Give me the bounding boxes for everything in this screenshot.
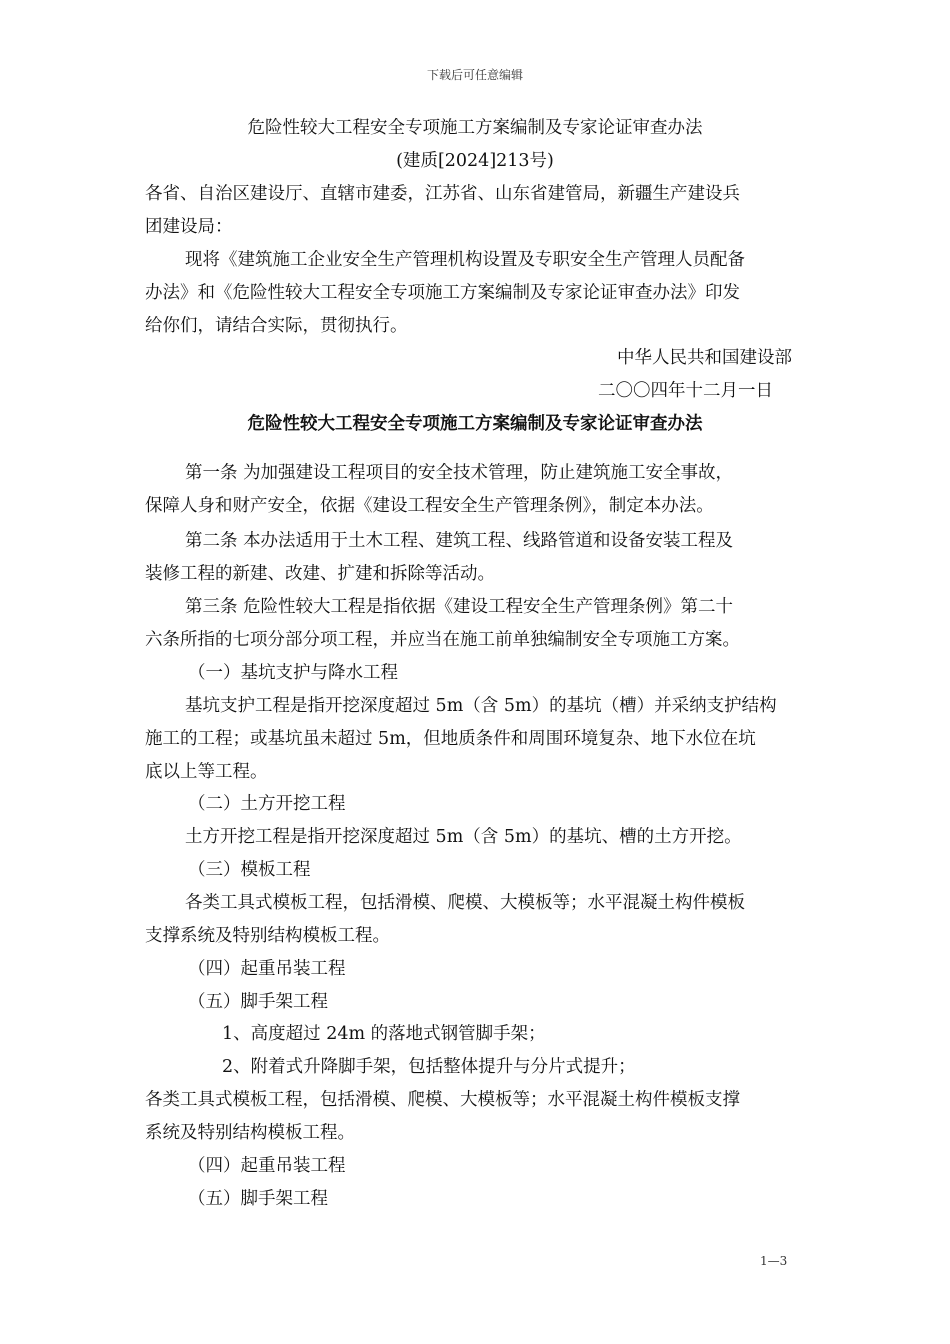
body-line: （一）基坑支护与降水工程: [188, 663, 398, 683]
addressee-line: 团建设局：: [145, 217, 233, 237]
body-line: 1、高度超过 24m 的落地式钢管脚手架；: [222, 1024, 546, 1044]
document-title: 危险性较大工程安全专项施工方案编制及专家论证审查办法: [247, 118, 703, 138]
body-line: 各类工具式模板工程，包括滑模、爬模、大模板等；水平混凝土构件模板: [185, 893, 745, 913]
body-line: 2、附着式升降脚手架，包括整体提升与分片式提升；: [222, 1057, 636, 1077]
body-line: 第一条 为加强建设工程项目的安全技术管理，防止建筑施工安全事故，: [185, 463, 734, 483]
notice-line: 给你们，请结合实际，贯彻执行。: [145, 316, 408, 336]
issuer: 中华人民共和国建设部: [617, 348, 792, 368]
body-line: （五）脚手架工程: [188, 1189, 328, 1209]
body-line: 系统及特别结构模板工程。: [145, 1123, 355, 1143]
body-line: 施工的工程；或基坑虽未超过 5m，但地质条件和周围环境复杂、地下水位在坑: [145, 729, 756, 749]
notice-line: 办法》和《危险性较大工程安全专项施工方案编制及专家论证审查办法》印发: [145, 283, 740, 303]
notice-line: 现将《建筑施工企业安全生产管理机构设置及专职安全生产管理人员配备: [185, 250, 745, 270]
body-line: 第二条 本办法适用于土木工程、建筑工程、线路管道和设备安装工程及: [185, 531, 734, 551]
body-line: （三）模板工程: [188, 860, 311, 880]
body-line: 第三条 危险性较大工程是指依据《建设工程安全生产管理条例》第二十: [185, 597, 734, 617]
body-line: （五）脚手架工程: [188, 992, 328, 1012]
body-line: 装修工程的新建、改建、扩建和拆除等活动。: [145, 564, 495, 584]
section-title: 危险性较大工程安全专项施工方案编制及专家论证审查办法: [247, 414, 703, 434]
header-note: 下载后可任意编辑: [426, 68, 523, 82]
page-number: 1—3: [760, 1254, 788, 1268]
body-line: 底以上等工程。: [145, 762, 268, 782]
body-line: 各类工具式模板工程，包括滑模、爬模、大模板等；水平混凝土构件模板支撑: [145, 1090, 740, 1110]
body-line: 支撑系统及特别结构模板工程。: [145, 926, 390, 946]
body-line: 基坑支护工程是指开挖深度超过 5m（含 5m）的基坑（槽）并采纳支护结构: [185, 696, 777, 716]
body-line: 土方开挖工程是指开挖深度超过 5m（含 5m）的基坑、槽的土方开挖。: [185, 827, 742, 847]
document-number: (建质[2024]213号): [396, 151, 554, 171]
issue-date: 二〇〇四年十二月一日: [598, 381, 773, 401]
addressee-line: 各省、自治区建设厅、直辖市建委，江苏省、山东省建管局，新疆生产建设兵: [145, 184, 740, 204]
body-line: （四）起重吊装工程: [188, 1156, 346, 1176]
body-line: 六条所指的七项分部分项工程，并应当在施工前单独编制安全专项施工方案。: [145, 630, 740, 650]
body-line: （四）起重吊装工程: [188, 959, 346, 979]
body-line: 保障人身和财产安全，依据《建设工程安全生产管理条例》，制定本办法。: [145, 496, 714, 516]
body-line: （二）土方开挖工程: [188, 794, 346, 814]
